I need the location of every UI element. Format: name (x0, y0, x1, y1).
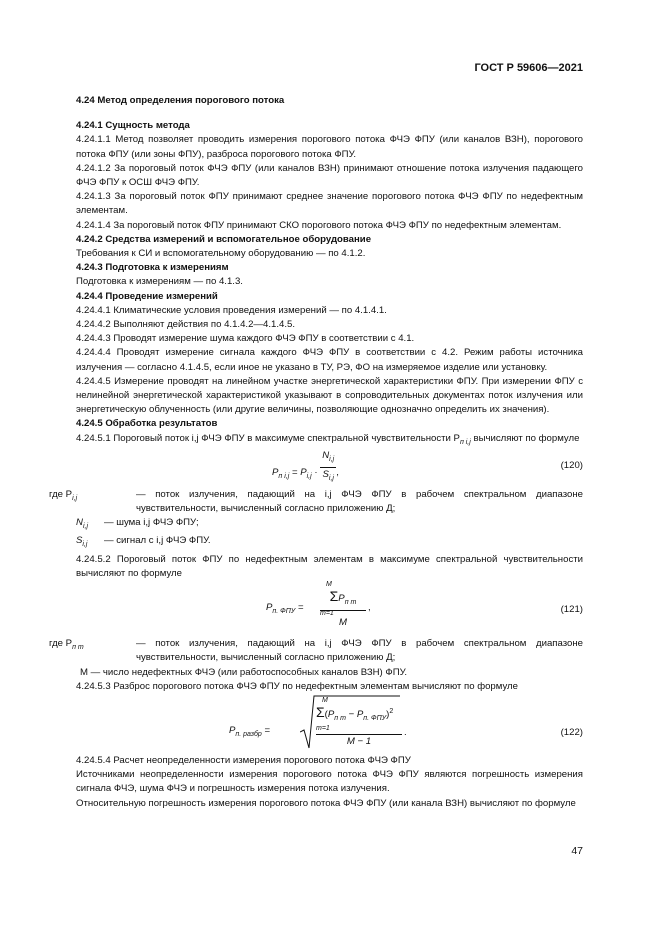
para-4-24-1-1: 4.24.1.1 Метод позволяет проводить измерения порогового потока ФЧЭ ФПУ (или каналов ВЗН), порогового потока ФПУ (или зоны ФПУ), разброса порогового потока ФПУ. (76, 134, 583, 160)
equation-121: $P_{п. ФПУ}$ = M $\Sigma P_{п m}$ m=1 M , (121) (266, 581, 583, 629)
equation-120 (76, 450, 583, 488)
para-relative-error: Относительную погрешность измерения порогового потока ФЧЭ ФПУ (или канала ВЗН) вычисляют по формуле (76, 797, 576, 809)
para-4-24-4-4: 4.24.4.4 Проводят измерение сигнала каждого ФЧЭ ФПУ в соответствии с 4.2. Режим работы источника излучения — согласно 4.1.4.5, если иное не указано в ТУ, РЭ, ФО на измеряемое изделие или установку. (76, 347, 583, 373)
eq121-formula: $P_{п. ФПУ}$ = (266, 602, 304, 616)
section-4-24-title: 4.24 Метод определения порогового потока (76, 95, 285, 106)
where-M: M — число недефектных ФЧЭ (или работоспособных каналов ВЗН) ФПУ. (80, 666, 408, 678)
eq121-fraction: M $\Sigma P_{п m}$ m=1 M (320, 581, 366, 628)
section-4-24-2-title: 4.24.2 Средства измерений и вспомогательное оборудование (76, 233, 372, 245)
para-4-24-5-3: 4.24.5.3 Разброс порогового потока ФЧЭ ФПУ по недефектным элементам вычисляют по формуле (76, 680, 518, 692)
para-4-24-2: Требования к СИ и вспомогательному оборудованию — по 4.1.2. (76, 248, 366, 260)
para-4-24-4-2: 4.24.4.2 Выполняют действия по 4.1.4.2—4.1.4.5. (76, 319, 296, 331)
section-4-24-1-title: 4.24.1 Сущность метода (76, 120, 190, 132)
section-4-24-4-title: 4.24.4 Проведение измерений (76, 290, 218, 302)
eq120-formula: $P_{п i,j} = P_{i,j}$ · $\frac{N_{i,j}}{S_{i,j}}$ , (272, 459, 339, 486)
para-4-24-5-1: 4.24.5.1 Пороговый поток i,j ФЧЭ ФПУ в максимуме спектральной чувствительности $P_{п i,j}$ вычисляют по формуле (76, 432, 580, 446)
para-4-24-1-3: 4.24.1.3 За пороговый поток ФПУ принимают среднее значение порогового потока ФЧЭ ФПУ по недефектным элементам. (76, 191, 583, 217)
section-4-24-3-title: 4.24.3 Подготовка к измерениям (76, 262, 229, 274)
para-4-24-1-4: 4.24.1.4 За пороговый поток ФПУ принимают СКО порогового потока ФЧЭ ФПУ по недефектным элементам. (76, 219, 562, 231)
para-4-24-4-5: 4.24.4.5 Измерение проводят на линейном участке энергетической характеристики ФПУ. При измерении ФПУ с нелинейной энергетической характеристикой указывают в сопроводительных документах поток излучения или энергетическую облученность (или другие величины, позволяющие однозначно определить их значения). (76, 375, 583, 416)
para-4-24-4-1: 4.24.4.1 Климатические условия проведения измерений — по 4.1.4.1. (76, 304, 387, 316)
para-4-24-5-4: 4.24.5.4 Расчет неопределенности измерения порогового потока ФЧЭ ФПУ (76, 754, 411, 766)
document-body: 4.24 Метод определения порогового потока 4.24.1 Сущность метода 4.24.1.1 Метод позволяет проводить измерения порогового потока ФЧЭ ФПУ (или каналов ВЗН), порогового потока ФПУ (или зоны ФПУ), разброса порогового потока ФПУ. 4.24.1.2 За пороговый поток ФЧЭ ФПУ (или каналов ВЗН) принимают отношение потока излучения падающего ФЧЭ ФПУ к ОСШ ФЧЭ ФПУ. 4.24.1.3 За пороговый поток ФПУ принимают среднее значение порогового потока ФЧЭ ФПУ по недефектным элементам. 4.24.1.4 За пороговый поток ФПУ принимают СКО порогового потока ФЧЭ ФПУ по недефектным элементам. 4.24.2 Средства измерений и вспомогательное оборудование Требования к СИ и вспомогательному оборудованию — по 4.1.2. 4.24.3 Подготовка к измерениям Подготовка к измерениям — по 4.1.3. 4.24.4 Проведение измерений 4.24.4.1 Климатические условия проведения измерений — по 4.1.4.1. 4.24.4.2 Выполняют действия по 4.1.4.2—4.1.4.5. 4.24.4.3 Проводят измерение шума каждого ФЧЭ ФПУ в соответствии с 4.1. 4.24.4.4 Проводят измерение сигнала каждого ФЧЭ ФПУ в соответствии с 4.2. Режим работы источника излучения — согласно 4.1.4.5, если иное не указано в ТУ, РЭ, ФО на измеряемое изделие или установку. 4.24.4.5 Измерение проводят на линейном участке энергетической характеристики ФПУ. При измерении ФПУ с нелинейной энергетической характеристикой указывают в сопроводительных документах поток излучения или энергетическую облученность (или другие величины, позволяющие однозначно определить их значения). 4.24.5 Обработка результатов 4.24.5.1 Пороговый поток i,j ФЧЭ ФПУ в максимуме спектральной чувствительности $P_{п i,j}$ вычисляют по формуле $P_{п i,j} = P_{i,j}$ · $\frac{N_{i,j}}{S_{i,j}}$ , (120) где $P_{i,j}$ — поток излучения, падающий на i,j ФЧЭ ФПУ в рабочем спектральном диапазоне чувствительности, вычисленный согласно приложению Д; $N_{i,j}$ — шума i,j ФЧЭ ФПУ; $S_{i,j}$ — сигнал с i,j ФЧЭ ФПУ. 4.24.5.2 Пороговый поток ФПУ по недефектным элементам в максимуме спектральной чувствительности вычисляют по формуле $P_{п. ФПУ}$ = M $\Sigma P_{п m}$ m=1 M , (121) где $P_{п m}$ — поток излучения, падающий на i,j ФЧЭ ФПУ в рабочем спектральном диапазоне чувствительности, вычисленный согласно приложению Д; M — число недефектных ФЧЭ (или работоспособных каналов ВЗН) ФПУ. 4.24.5.3 Разброс порогового потока ФЧЭ ФПУ по недефектным элементам вычисляют по формуле $P_{п. разбр}$ = M $\Sigma(P_{п m} - P_{п. ФПУ})^2$ m=1 M − 1 . (122) 4.24.5.4 Расчет неопределенности измерения порогового потока ФЧЭ ФПУ Источниками неопределенности измерения порогового потока ФЧЭ ФПУ являются погрешность измерения сигнала ФЧЭ, шума ФЧЭ и погрешность измерения потока излучения. Относительную погрешность измерения порогового потока ФЧЭ ФПУ (или канала ВЗН) вычисляют по формуле (76, 92, 583, 811)
eq122-fraction: M $\Sigma(P_{п m} - P_{п. ФПУ})^2$ m=1 M − 1 (316, 697, 402, 748)
eq122-number: (122) (560, 726, 583, 738)
para-4-24-4-3: 4.24.4.3 Проводят измерение шума каждого ФЧЭ ФПУ в соответствии с 4.1. (76, 333, 415, 345)
equation-122: $P_{п. разбр}$ = M $\Sigma(P_{п m} - P_{п. ФПУ})^2$ m=1 M − 1 . (122) (76, 694, 583, 754)
para-4-24-5-2: 4.24.5.2 Пороговый поток ФПУ по недефектным элементам в максимуме спектральной чувствительности вычисляют по формуле (76, 553, 583, 579)
eq121-number: (121) (560, 604, 583, 616)
para-uncertainty-sources: Источниками неопределенности измерения порогового потока ФЧЭ ФПУ являются погрешность измерения сигнала ФЧЭ, шума ФЧЭ и погрешность измерения потока излучения. (76, 769, 583, 795)
para-4-24-1-2: 4.24.1.2 За пороговый поток ФЧЭ ФПУ (или каналов ВЗН) принимают отношение потока излучения падающего ФЧЭ ФПУ к ОСШ ФЧЭ ФПУ. (76, 162, 583, 189)
eq120-fraction: $\frac{N_{i,j}}{S_{i,j}}$ (322, 449, 335, 483)
page-number: 47 (571, 845, 583, 857)
where-list-1: где $P_{i,j}$ — поток излучения, падающий на i,j ФЧЭ ФПУ в рабочем спектральном диапазоне чувствительности, вычисленный согласно приложению Д; (49, 488, 583, 515)
section-4-24-5-title: 4.24.5 Обработка результатов (76, 418, 218, 430)
eq122-lhs: $P_{п. разбр}$ = (229, 724, 271, 738)
document-header: ГОСТ Р 59606—2021 (474, 62, 583, 74)
eq120-number: (120) (560, 459, 583, 471)
where-list-2: где $P_{п m}$ — поток излучения, падающий на i,j ФЧЭ ФПУ в рабочем спектральном диапазоне чувствительности, вычисленный согласно приложению Д; (49, 638, 583, 664)
para-4-24-3: Подготовка к измерениям — по 4.1.3. (76, 276, 243, 288)
